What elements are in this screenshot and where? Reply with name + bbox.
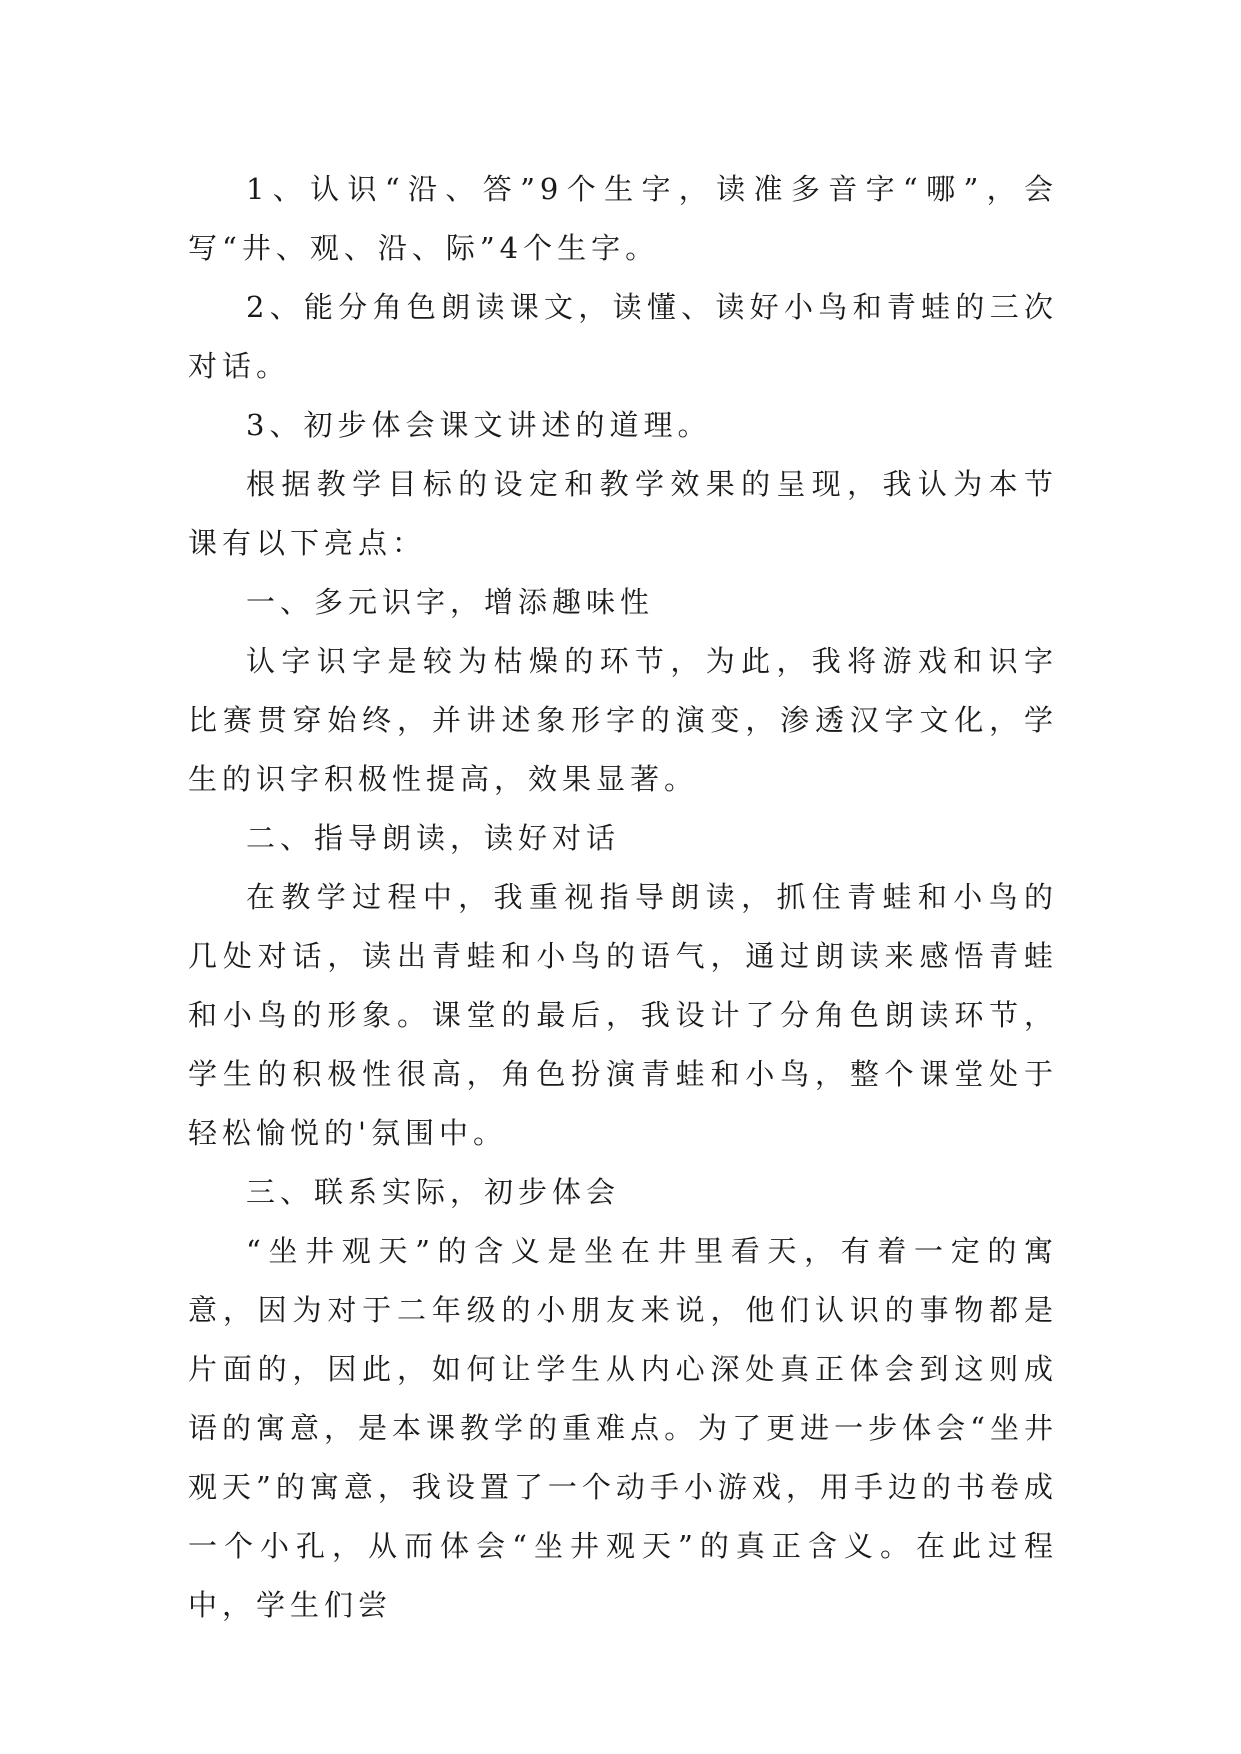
section-heading-3: 三、联系实际，初步体会 [246,1175,621,1209]
document-body [188,160,1058,1635]
paragraph-highlights-intro: 根据教学目标的设定和教学效果的呈现，我认为本节课有以下亮点： [188,467,1058,560]
paragraph-objective-3: 3、初步体会课文讲述的道理。 [246,408,712,442]
paragraph-section-1: 认字识字是较为枯燥的环节，为此，我将游戏和识字比赛贯穿始终，并讲述象形字的演变，渗透汉字文化，学生的识字积极性提高，效果显著。 [188,644,1058,796]
paragraph-objective-2: 2、能分角色朗读课文，读懂、读好小鸟和青蛙的三次对话。 [188,290,1058,383]
paragraph-objective-1: 1、认识“沿、答”9个生字，读准多音字“哪”，会写“井、观、沿、际”4个生字。 [188,172,1058,265]
section-heading-2: 二、指导朗读，读好对话 [246,821,621,855]
paragraph-section-3: “坐井观天”的含义是坐在井里看天，有着一定的寓意，因为对于二年级的小朋友来说，他们认识的事物都是片面的，因此，如何让学生从内心深处真正体会到这则成语的寓意，是本课教学的重难点。为了更进一步体会“坐井观天”的寓意，我设置了一个动手小游戏，用手边的书卷成一个小孔，从而体会“坐井观天”的真正含义。在此过程中，学生们尝 [188,1234,1058,1622]
section-heading-1: 一、多元识字，增添趣味性 [246,585,655,619]
paragraph-section-2: 在教学过程中，我重视指导朗读，抓住青蛙和小鸟的几处对话，读出青蛙和小鸟的语气，通过朗读来感悟青蛙和小鸟的形象。课堂的最后，我设计了分角色朗读环节，学生的积极性很高，角色扮演青蛙和小鸟，整个课堂处于轻松愉悦的'氛围中。 [188,880,1058,1150]
